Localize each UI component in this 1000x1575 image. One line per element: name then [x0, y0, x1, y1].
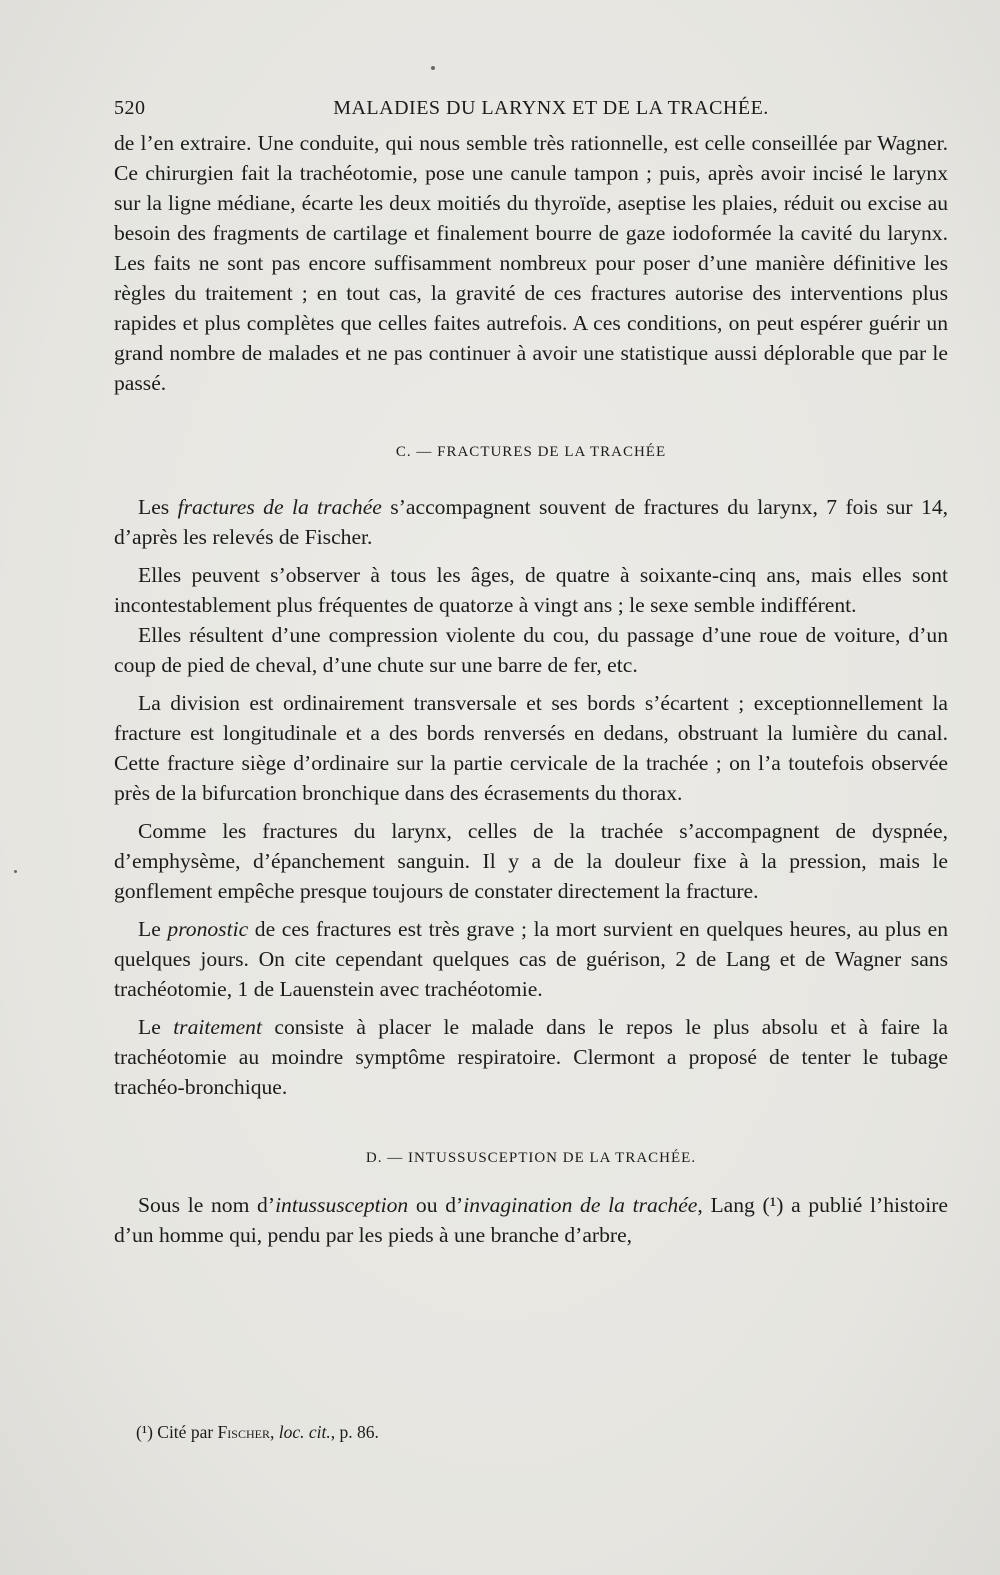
page-number: 520: [114, 97, 146, 119]
text-run: ou d’: [408, 1193, 464, 1217]
text-run: consiste à placer le malade dans le repos le plus absolu et à faire la trachéotomie au moindre symptôme respiratoire. Clermont a proposé de tenter le tubage trachéo-bronchique.: [114, 1015, 948, 1099]
footnote-author: Fischer: [217, 1422, 270, 1442]
text-run: de ces fractures est très grave ; la mort survient en quelques heures, au plus en quelques jours. On cite cependant quelques cas de guérison, 2 de Lang et de Wagner sans trachéotomie, 1 de Lauenstein avec trachéotomie.: [114, 917, 948, 1001]
italic-term: traitement: [173, 1015, 262, 1039]
paragraph: [114, 1012, 948, 1102]
footnote-mark: (¹) Cité par: [136, 1422, 218, 1442]
text-run: , p. 86.: [330, 1422, 379, 1442]
ink-speck: [431, 66, 435, 70]
footnote-loc-cit: loc. cit.: [278, 1422, 331, 1442]
paragraph: [114, 492, 948, 552]
running-header: [114, 97, 948, 127]
paragraph: Elles peuvent s’observer à tous les âges, de quatre à soixante-cinq ans, mais elles sont incontestablement plus fréquentes de quatorze à vingt ans ; le sexe semble indifférent.: [114, 563, 948, 617]
paragraph: [114, 1190, 948, 1250]
text-run: Les: [138, 495, 178, 519]
page-body: [114, 128, 948, 1250]
paragraph: Elles résultent d’une compression violente du cou, du passage d’une roue de voiture, d’un coup de pied de cheval, d’une chute sur une barre de fer, etc.: [114, 623, 948, 677]
italic-term: pronostic: [167, 917, 249, 941]
section-heading-d: D. — INTUSSUSCEPTION DE LA TRACHÉE.: [365, 1150, 697, 1166]
text-run: ,: [269, 1422, 279, 1442]
paragraph: La division est ordinairement transversale et ses bords s’écartent ; exceptionnellement la fracture est longitudinale et a des bords renversés en dedans, obstruant la lumière du canal. Cette fracture siège d’ordinaire sur la partie cervicale de la trachée ; on l’a toutefois observée près de la bifurcation bronchique dans des écrasements du thorax.: [114, 691, 948, 805]
paragraph: [114, 914, 948, 1004]
text-run: s’accompagnent souvent de fractures du larynx, 7 fois sur 14, d’après les relevés de Fischer.: [114, 495, 949, 549]
text-run: , Lang (¹) a publié l’histoire d’un homme qui, pendu par les pieds à une branche d’arbre,: [114, 1193, 948, 1247]
text-run: Le: [138, 1015, 174, 1039]
italic-term: fractures de la trachée: [177, 495, 382, 519]
text-run: Sous le nom d’: [138, 1193, 276, 1217]
section-heading-c: C. — FRACTURES DE LA TRACHÉE: [395, 444, 667, 460]
text-run: Le: [138, 917, 168, 941]
running-title: MALADIES DU LARYNX ET DE LA TRACHÉE.: [333, 97, 769, 119]
footnote: [136, 1420, 379, 1444]
paragraph: Comme les fractures du larynx, celles de la trachée s’accompagnent de dyspnée, d’emphysème, d’épanchement sanguin. Il y a de la douleur fixe à la pression, mais le gonflement empêche presque toujours de constater directement la fracture.: [114, 819, 948, 903]
italic-term: intussusception: [275, 1193, 409, 1217]
ink-speck: [14, 870, 17, 873]
italic-term: invagination de la trachée: [463, 1193, 698, 1217]
paragraph: de l’en extraire. Une conduite, qui nous semble très rationnelle, est celle conseillée par Wagner. Ce chirurgien fait la trachéotomie, pose une canule tampon ; puis, après avoir incisé le larynx sur la ligne médiane, écarte les deux moitiés du thyroïde, aseptise les plaies, réduit ou excise au besoin des fragments de cartilage et finalement bourre de gaze iodoformée la cavité du larynx. Les faits ne sont pas encore suffisamment nombreux pour poser d’une manière définitive les règles du traitement ; en tout cas, la gravité de ces fractures autorise des interventions plus rapides et plus complètes que celles faites autrefois. A ces conditions, on peut espérer guérir un grand nombre de malades et ne pas continuer à avoir une statistique aussi déplorable que par le passé.: [114, 131, 948, 395]
